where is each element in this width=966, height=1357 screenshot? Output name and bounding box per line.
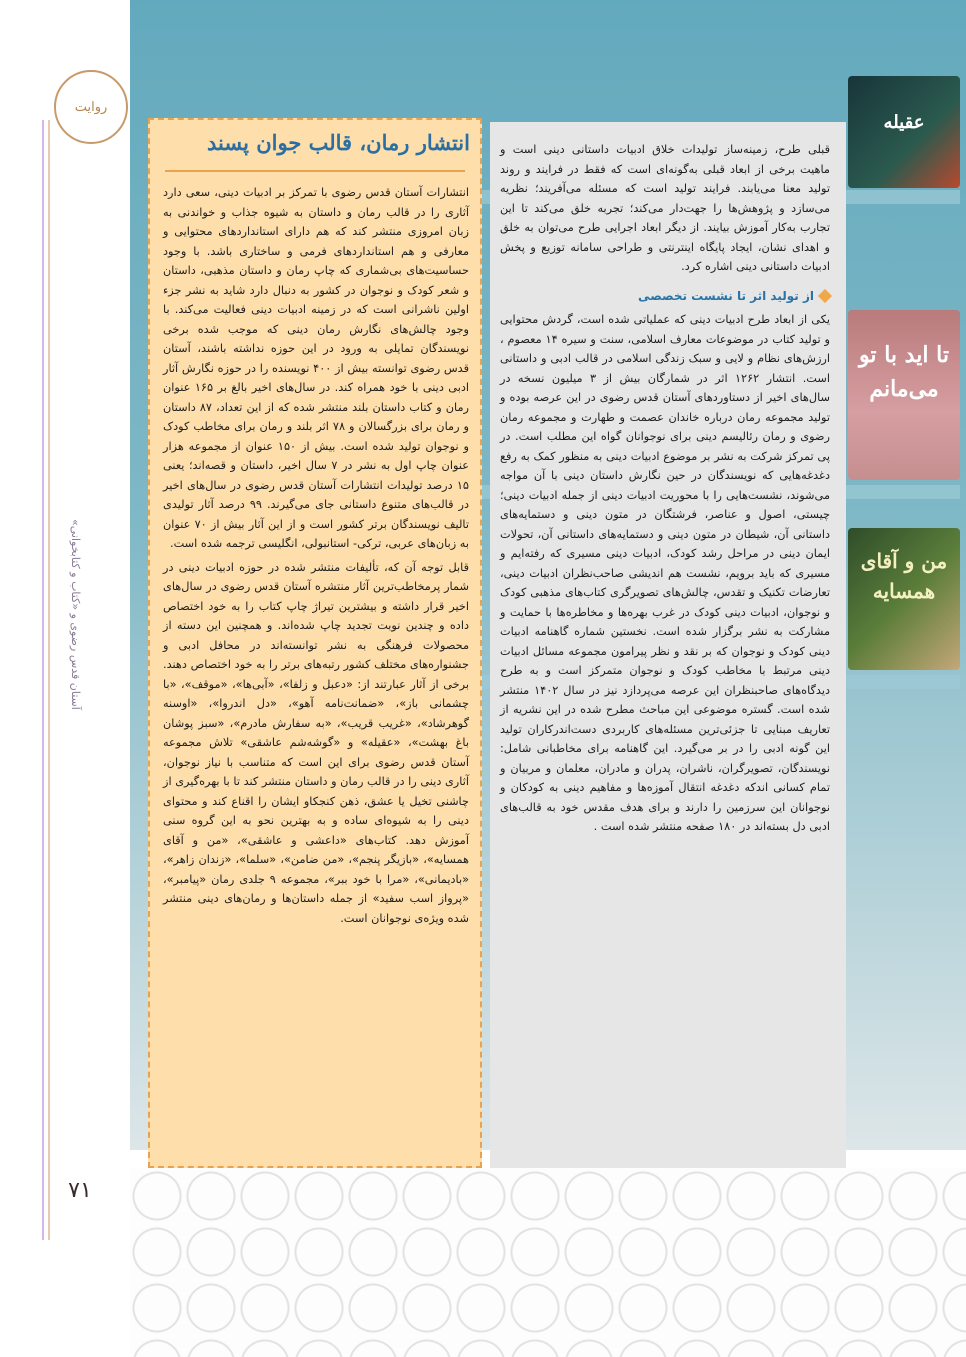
sidebar-body: [163, 183, 469, 932]
paragraph: قابل توجه آن که، تألیفات منتشر شده در حوزه ادبیات دینی در شمار پرمخاطب‌ترین آثار منتشره آستان قدس رضوی در سال‌های اخیر قرار داشته و بیشترین تیراژ چاپ کتاب را به خود اختصاص داده و چندین نوبت تجدید چاپ شده‌اند. و همچنین این دسته از محصولات فرهنگی به نشر توانسته‌اند در محافل ادبی و جشنواره‌های مختلف کشور رتبه‌های برتر را به خود اختصاص دهند. برخی از آثار عبارتند از: «دعبل و زلفا»، «آبی‌ها»، «موقف»، «با چشمانی باز»، «ضمانت‌نامه آهو»، «دل اندروا»، «اوسنه گوهرشاد»، «غریب قریب»، «به سفارش مادرم»، «سبز پوشان باغ بهشت»، «عقیله» و «گوشه‌شم عاشقی» تلاش مجموعه آستان قدس رضوی برای این است که متناسب با نیاز نوجوان، آثاری دینی را در قالب رمان و داستان منتشر کند تا با بهره‌گیری از چاشنی تخیل یا عشق، ذهن کنجکاو ایشان را اقناع کند و محتوای دینی را به شیوه‌ای ساده و به بهترین نحو به این گروه سنی آموزش دهد. کتاب‌های «داعشی و عاشقی»، «من و آقای همسایه»، «بازیگر پنجم»، «من ضامن»، «سلما»، «زندان زاهر»، «بادیمانی»، «مرا با خود ببر»، مجموعه ۹ جلدی رمان «پیامبر»، «پرواز اسب سفید» از جمله داستان‌ها و رمان‌های دینی منتشر شده ویژه‌ی نوجوانان است.: [163, 560, 469, 925]
book-cover: [848, 76, 960, 188]
sidebar-title: انتشار رمان، قالب جوان پسند: [206, 130, 470, 155]
paragraph: انتشارات آستان قدس رضوی با تمرکز بر ادبیات دینی، سعی دارد آثاری را در قالب رمان و داستان به شیوه جذاب و خواندنی به زبان امروزی منتشر کند که هم دارای استانداردهای محتوایی و معارفی و هم استانداردهای فرمی و ساختاری باشد. با وجود حساسیت‌های بی‌شماری که چاپ رمان و داستان مذهبی، داستان و شعر کودک و نوجوان در کشور به دنبال دارد شاید به نشر جزء اولین ناشرانی است که در زمینه ادبیات دینی فعالیت می‌کند. با وجود چالش‌های نگارش رمان دینی که موجب شده برخی نویسندگان تمایلی به ورود در این حوزه نداشته باشند، آستان قدس رضوی توانسته بیش از ۴۰۰ نویسنده را در حوزه نگارش آثار ادبی دینی با خود همراه کند. در سال‌های اخیر بالغ بر ۱۶۵ عنوان رمان و کتاب داستان بلند منتشر شده که از این تعداد، ۸۷ داستان و رمان برای بزرگسالان و ۷۸ اثر بلند و رمان برای مخاطب کودک و نوجوان تولید شده است. بیش از ۱۵۰ عنوان از مجموعه هزار عنوان چاپ اول به نشر در ۷ سال اخیر، داستان و قصه‌اند؛ یعنی ۱۵ درصد تولیدات انتشارات آستان قدس رضوی در سال‌های اخیر در قالب‌های متنوع داستانی جای می‌گیرند. ۹۹ درصد آثار تولیدی تالیف نویسندگان برتر کشور است و از این آثار بیش از ۷۰ عنوان به زبان‌های عربی، ترکی- استانبولی، انگلیسی ترجمه شده است.: [163, 186, 470, 550]
title-rule: [165, 170, 465, 172]
book-title: عقیله: [883, 112, 925, 133]
section-heading: [500, 287, 830, 307]
divider: [42, 120, 44, 1240]
page-number: ۷۱: [68, 1178, 92, 1203]
diamond-bullet-icon: [818, 289, 832, 303]
book-title: تا اید با تو می‌مانم: [859, 342, 949, 402]
footer-pattern: [130, 1168, 966, 1357]
magazine-logo: [54, 70, 128, 144]
book-title: من و آقای همسایه: [860, 549, 948, 603]
logo-text: روایت: [74, 99, 108, 115]
book-cover: [848, 528, 960, 670]
article-body: [500, 140, 830, 843]
section-heading-text: از تولید اثر تا نشست تخصصی: [638, 288, 814, 303]
side-caption: آستان قدس رضوی و «کتاب و کتابخوانی»: [69, 519, 82, 710]
book-cover: [848, 310, 960, 480]
divider: [48, 120, 50, 1240]
paragraph: قبلی طرح، زمینه‌ساز تولیدات خلاق ادبیات داستانی دینی است و ماهیت برخی از ابعاد قبلی به‌گونه‌ای است که فقط در فرایند و روند تولید معنا می‌یابند. فرایند تولید است که مسئله‌ می‌آفریند؛ نظریه می‌سازد و پژوهش‌ها را جهت‌دار می‌کند؛ تجربه خلق می‌کند تا این تجارب به‌کار آموزش بیایند. از دیگر ابعاد اجرایی طرح می‌توان به خلق و اهدای نشان، ایجاد پایگاه اینترنتی و طراحی سامانه توزیع و پخش ادبیات داستانی دینی اشاره کرد.: [500, 143, 830, 273]
paragraph: یکی از ابعاد طرح ادبیات دینی که عملیاتی شده است، گردش محتوایی و تولید کتاب در موضوعات معارف اسلامی، سنت و سیره ۱۴ معصوم ، ارزش‌های نظام و لایی و سبک زندگی اسلامی در قالب ادبی و داستانی است. انتشار ۱۲۶۲ اثر در شمارگان بیش از ۳ میلیون نسخه در سال‌های اخیر از دستاوردهای آستان قدس رضوی در این عرصه بوده و تولید مجموعه رمان درباره خاندان عصمت و طهارت و مجموعه رمان رضوی و رمان رئالیسم دینی برای نوجوانان گواه این مطلب است. در پی تمرکز شرکت به نشر بر موضوع ادبیات دینی به منظور کمک به رفع دغدغه‌هایی که نویسندگان در حین نگارش داستان دینی با آن مواجه می‌شوند، نشست‌هایی را با محوریت ادبیات دینی از جمله ادبیات دینی؛ چیستی، اصول و عناصر، فرشتگان در متون دینی و دستمایه‌های داستانی آن، شیطان در متون دینی و دستمایه‌های داستانی آن، تحولات ایمان دینی در مراحل رشد کودک، ادبیات دینی مسیری که رفته‌ایم و مسیری که باید برویم، نشست هم اندیشی صاحب‌نظران ادبیات دینی، تعارضات تکنیک و تقدس، چالش‌های تصویرگری کتاب‌های مذهبی کودک و نوجوان، ادبیات دینی کودک در غرب بهره‌ها و مخاطره‌ها با حمایت و مشارکت به نشر برگزار شده است. نخستین شماره گاهنامه ادبیات دینی کودک و نوجوان که بر نقد و نظر پیرامون مجموعه مسائل ادبیات دینی مرتبط با مخاطب کودک و نوجوان متمرکز است و به طرح دیدگاه‌های صاحبنظران این عرصه می‌پردازد نیز در سال ۱۴۰۲ منتشر شده است. گستره موضوعی این مباحث مطرح شده در این نشریه از تعاریف مبنایی تا جزئی‌ترین مسئله‌های کاربردی دست‌اندرکاران تولید این گونه ادبی را در بر می‌گیرد. این گاهنامه برای مخاطبانی شامل: نویسندگان، تصویرگران، ناشران، پدران و مادران، معلمان و مربیان و تمام کسانی اندکه دغدغه انتقال آموزه‌ها و مفاهیم دینی به کودکان و نوجوانان این سرزمین را دارند و برای هدف مقدس خود به قالب‌های ادبی دل بسته‌اند در ۱۸۰ صفحه منتشر شده است .: [500, 313, 831, 833]
